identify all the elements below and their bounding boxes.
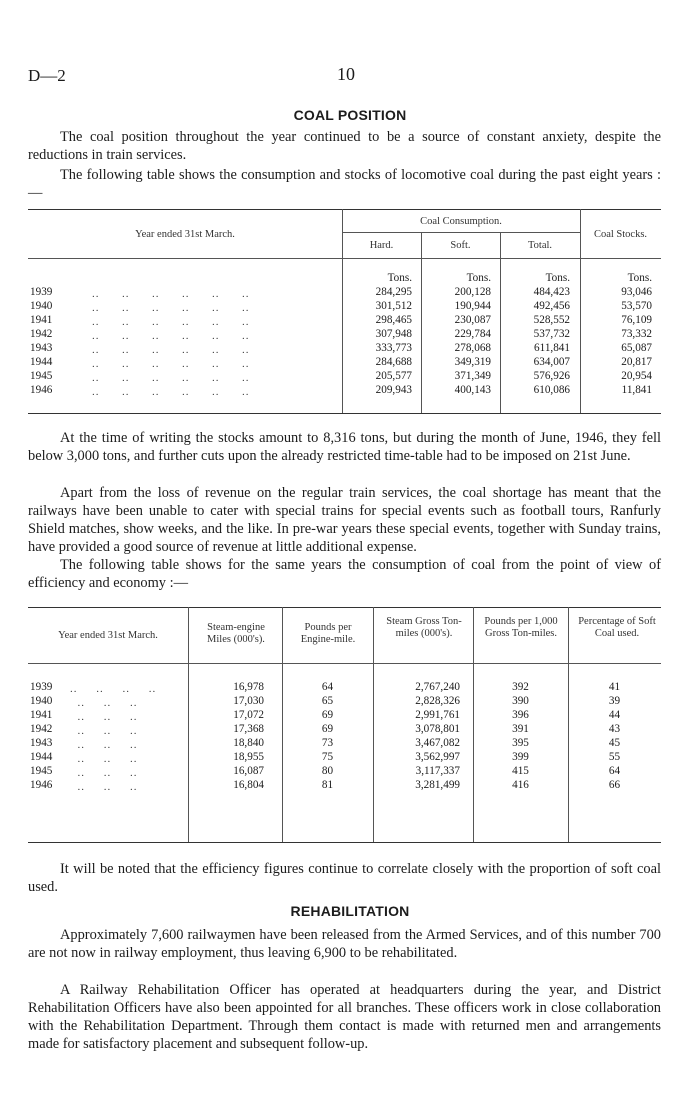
table1-total-cell: 576,926 [533,370,570,382]
efficiency-intro-paragraph: The following table shows for the same years the consumption of coal from the point of view of efficiency and economy :— [28,557,661,591]
table2-ton-miles-cell: 2,991,761 [415,709,460,721]
table1-total-cell: 484,423 [533,286,570,298]
table1-total-cell: 528,552 [533,314,570,326]
table1-total-cell: 634,007 [533,356,570,368]
table2-miles-cell: 16,978 [233,681,264,693]
table2-pounds-ton-cell: 390 [512,695,529,707]
table1-hard-cell: 301,512 [375,300,412,312]
table1-year-cell: 1940 [30,300,53,312]
table2-pounds-mile-cell: 65 [321,695,334,707]
table2-pounds-ton-cell: 395 [512,737,529,749]
table1-col-year: Year ended 31st March. [135,229,235,240]
table2-pounds-mile-cell: 69 [321,709,334,721]
table2-miles-cell: 18,840 [233,737,264,749]
efficiency-note-paragraph: It will be noted that the efficiency figures continue to correlate closely with the proportion of soft coal used. [28,861,661,895]
table1-total-cell: 610,086 [533,384,570,396]
table2-ton-miles-column [373,680,460,792]
table1-total-cell: 611,841 [534,342,570,354]
table1-stocks-cell: 65,087 [621,342,652,354]
table2-year-cell: 1946 [30,779,53,791]
table1-year-cell: 1939 [30,286,53,298]
table1-year-cell: 1946 [30,384,53,396]
table2-header-rule [28,663,661,664]
table2-ton-miles-cell: 3,117,337 [415,765,460,777]
table1-stocks-cell: 73,332 [621,328,652,340]
table2-pounds-ton-cell: 415 [512,765,529,777]
table1-year-cell: 1943 [30,342,53,354]
table1-hard-cell: 205,577 [375,370,412,382]
table1-hard-cell: 284,688 [375,356,412,368]
table1-hard-cell: 209,943 [375,384,412,396]
table2-pounds-ton-cell: 416 [512,779,529,791]
table1-soft-cell: 229,784 [454,328,491,340]
table2-col-pounds-ton: Pounds per 1,000 Gross Ton-miles. [484,616,558,639]
table2-pct-cell: 44 [608,709,621,721]
table1-total-column [500,285,570,397]
table1-col-group-consumption: Coal Consumption. [420,216,502,227]
table2-pct-cell: 66 [608,779,621,791]
table1-col-stocks: Coal Stocks. [593,229,648,240]
table1-unit-hard: Tons. [387,272,412,284]
table1-stocks-cell: 76,109 [621,314,652,326]
document-reference: D—2 [28,66,66,85]
table1-soft-cell: 349,319 [454,356,491,368]
table2-ton-miles-cell: 3,562,997 [415,751,460,763]
table1-stocks-cell: 20,817 [621,356,652,368]
table2-pct-cell: 41 [608,681,621,693]
table1-unit-total: Tons. [545,272,570,284]
table2-col-pounds-mile: Pounds per Engine-mile. [300,622,356,645]
table2-miles-cell: 16,087 [233,765,264,777]
table2-ton-miles-cell: 2,828,326 [415,695,460,707]
table1-hard-column [342,285,412,397]
table1-stocks-column [580,285,652,397]
table1-col-hard: Hard. [369,240,394,251]
table2-miles-cell: 17,030 [233,695,264,707]
table1-top-rule [28,209,661,210]
table1-leader-dots: .. .. .. .. .. .. .. .. .. .. .. .. .. .. .. .. .. .. .. .. .. .. .. .. .. .. .. .. .. .. .. .. .. .. .. .. .. .. .. .. .. .. .. .. .. .. .. .. [92,288,250,398]
table2-year-cell: 1945 [30,765,53,777]
table2-pounds-mile-cell: 81 [321,779,334,791]
table1-stocks-cell: 20,954 [621,370,652,382]
table1-col-soft: Soft. [450,240,471,251]
table2-year-cell: 1943 [30,737,53,749]
table2-miles-cell: 17,368 [233,723,264,735]
table2-miles-column [188,680,264,792]
table1-soft-cell: 400,143 [454,384,491,396]
table1-year-cell: 1944 [30,356,53,368]
table1-year-cell: 1941 [30,314,53,326]
table2-pct-cell: 45 [608,737,621,749]
coal-intro-paragraph: The coal position throughout the year continued to be a source of constant anxiety, despite the reductions in train services. [28,129,661,163]
table2-ton-miles-cell: 2,767,240 [415,681,460,693]
table1-soft-cell: 278,068 [454,342,491,354]
table1-stocks-cell: 11,841 [621,384,652,396]
table2-pounds-ton-column [473,680,568,792]
table2-pct-cell: 43 [608,723,621,735]
table2-year-column [30,680,52,792]
table2-pounds-mile-cell: 69 [321,723,334,735]
table1-hard-cell: 333,773 [375,342,412,354]
table1-header-rule [28,258,661,259]
table1-bottom-rule [28,413,661,414]
table2-pct-cell: 64 [608,765,621,777]
table1-year-cell: 1942 [30,328,53,340]
table1-hard-cell: 284,295 [375,286,412,298]
table2-bottom-rule [28,842,661,843]
table1-group-rule [342,232,580,233]
table2-pounds-mile-cell: 64 [321,681,334,693]
table1-soft-cell: 200,128 [454,286,491,298]
rehabilitation-paragraph-1: Approximately 7,600 railwaymen have been released from the Armed Services, and of this number 700 are not now in railway employment, thus leaving 6,900 to be rehabilitated. [28,927,661,961]
table2-miles-cell: 18,955 [233,751,264,763]
table2-col-year: Year ended 31st March. [58,630,158,641]
table2-pounds-ton-cell: 391 [512,723,529,735]
table2-pounds-ton-cell: 392 [512,681,529,693]
table2-year-cell: 1944 [30,751,53,763]
table2-leader-dots: .. .. .. .. .. .. .. .. .. .. .. .. .. .. .. .. .. .. .. .. .. .. .. .. .. [70,683,157,793]
table2-pct-cell: 39 [608,695,621,707]
table2-col-ton-miles: Steam Gross Ton-miles (000's). [386,616,462,639]
table2-pounds-mile-column [282,680,373,792]
table1-year-cell: 1945 [30,370,53,382]
table2-ton-miles-cell: 3,078,801 [415,723,460,735]
table1-hard-cell: 298,465 [375,314,412,326]
coal-position-heading: COAL POSITION [293,107,407,123]
table2-pct-cell: 55 [608,751,621,763]
table1-soft-column [421,285,491,397]
table1-soft-cell: 230,087 [454,314,491,326]
table2-miles-cell: 17,072 [233,709,264,721]
table1-unit-soft: Tons. [466,272,491,284]
table2-pounds-mile-cell: 80 [321,765,334,777]
stocks-paragraph: At the time of writing the stocks amount to 8,316 tons, but during the month of June, 1946, they fell below 3,000 tons, and further cuts upon the already restricted time-table had to be imposed on 21st June. [28,430,661,464]
table2-pounds-mile-cell: 75 [321,751,334,763]
table2-ton-miles-cell: 3,281,499 [415,779,460,791]
table2-year-cell: 1942 [30,723,53,735]
table2-ton-miles-cell: 3,467,082 [415,737,460,749]
table2-col-miles: Steam-engine Miles (000's). [207,622,265,645]
table1-stocks-cell: 93,046 [621,286,652,298]
table2-year-cell: 1941 [30,709,53,721]
table2-pounds-mile-cell: 73 [321,737,334,749]
table1-year-column [30,285,52,397]
table1-unit-stocks: Tons. [627,272,652,284]
table2-miles-cell: 16,804 [233,779,264,791]
table1-col-total: Total. [527,240,553,251]
rehabilitation-heading: REHABILITATION [290,903,410,919]
table1-stocks-cell: 53,570 [621,300,652,312]
table1-total-cell: 537,732 [533,328,570,340]
table1-soft-cell: 190,944 [454,300,491,312]
table2-top-rule [28,607,661,608]
table2-year-cell: 1940 [30,695,53,707]
page-number: 10 [337,64,355,84]
table2-year-cell: 1939 [30,681,53,693]
table1-hard-cell: 307,948 [375,328,412,340]
rehabilitation-paragraph-2: A Railway Rehabilitation Officer has operated at headquarters during the year, and District Rehabilitation Officers have also been appointed for all branches. These officers work in close collaboration with the Rehabilitation Department. Through them contact is made with returned men and arrangements made for satisfactory placement and subsequent follow-up. [28,982,661,1052]
coal-table-intro-paragraph: The following table shows the consumption and stocks of locomotive coal during the past eight years :— [28,167,661,201]
table1-total-cell: 492,456 [533,300,570,312]
table1-soft-cell: 371,349 [454,370,491,382]
table2-pounds-ton-cell: 399 [512,751,529,763]
table2-col-pct: Percentage of Soft Coal used. [578,616,656,639]
table2-pounds-ton-cell: 396 [512,709,529,721]
special-trains-paragraph: Apart from the loss of revenue on the regular train services, the coal shortage has meant that the railways have been unable to cater with special trains for special events such as football tours, Ranfurly Shield matches, show weeks, and the like. In pre-war years these special events, together with Sunday trains, have provided a good source of revenue at little additional expense. [28,485,661,555]
table2-pct-column [568,680,661,792]
